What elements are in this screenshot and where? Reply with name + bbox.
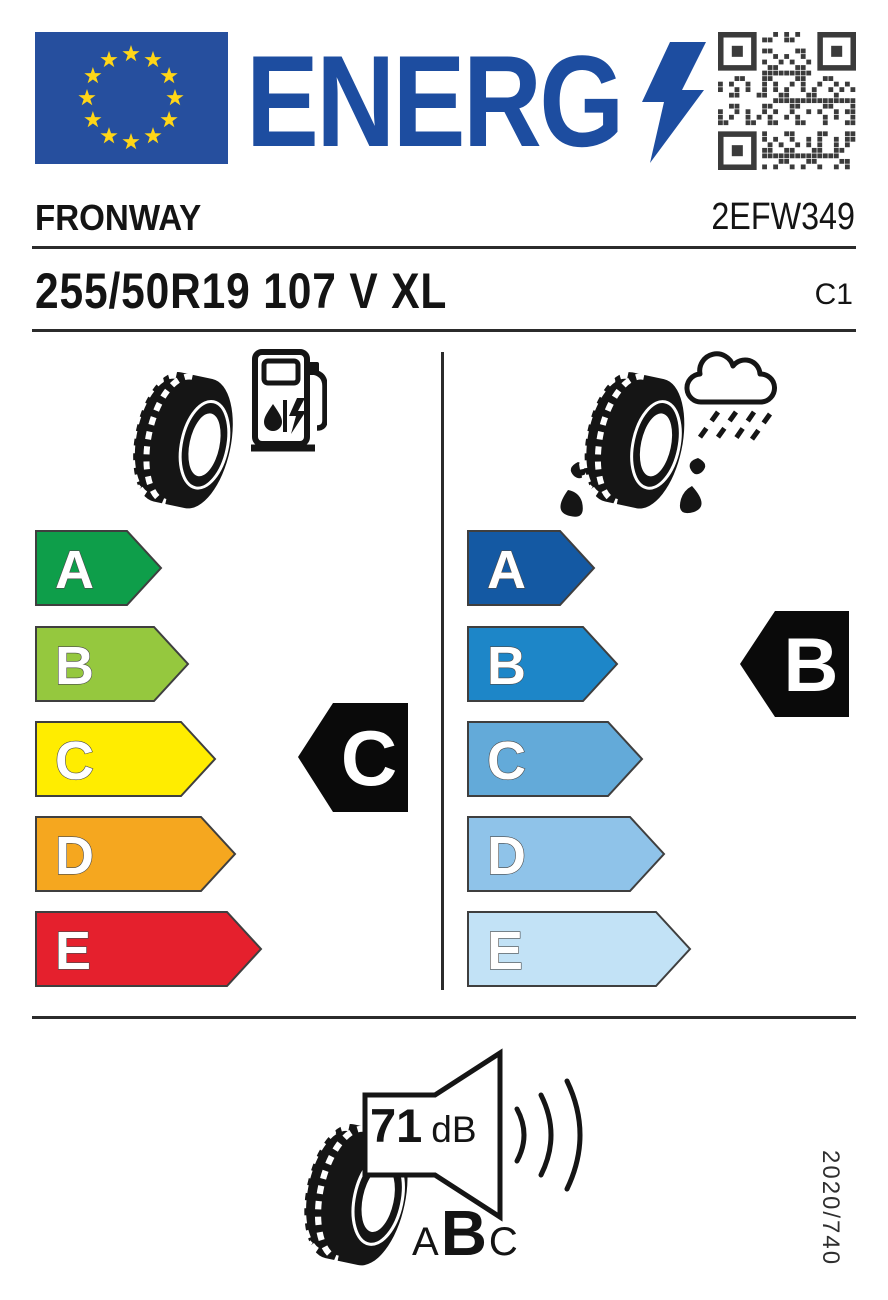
regulation-number: 2020/740: [817, 1150, 844, 1267]
qr-code: [718, 32, 856, 170]
tire-icon: [569, 365, 695, 515]
svg-text:B: B: [55, 636, 94, 696]
noise-class-c: C: [488, 1220, 518, 1264]
divider-size: [32, 329, 856, 332]
energ-logo-text: ENERG: [246, 28, 622, 174]
rain-cloud-icon: [687, 354, 775, 402]
tyre-size: 255/50R19 107 V XL: [35, 263, 448, 319]
noise-class-letters: [412, 1198, 518, 1268]
svg-text:A: A: [487, 540, 526, 600]
eu-flag-icon: [35, 32, 228, 164]
model-code: 2EFW349: [711, 196, 855, 238]
svg-text:C: C: [55, 731, 94, 791]
svg-text:C: C: [487, 731, 526, 791]
wet-scale-band-b: [467, 626, 619, 702]
svg-text:C: C: [340, 714, 398, 802]
svg-text:D: D: [55, 826, 94, 886]
noise-class-b-rated: B: [440, 1197, 487, 1269]
fuel-rating-indicator: [297, 700, 410, 820]
wet-scale-band-c: [467, 721, 644, 797]
wet-rating-indicator: [739, 608, 851, 725]
divider-noise: [32, 1016, 856, 1019]
noise-value: 71: [370, 1099, 423, 1152]
wet-grip-icon: [540, 340, 790, 550]
svg-text:A: A: [55, 540, 94, 600]
svg-text:E: E: [55, 921, 92, 981]
fuel-scale-band-b: [35, 626, 190, 702]
rain-drops-icon: [698, 412, 770, 444]
fuel-scale-band-e: [35, 911, 263, 987]
fuel-scale-band-d: [35, 816, 237, 892]
svg-text:B: B: [783, 623, 839, 708]
fuel-scale-band-c: [35, 721, 217, 797]
noise-level: [370, 1099, 477, 1152]
noise-class-a: A: [412, 1220, 439, 1264]
wet-scale-band-e: [467, 911, 692, 987]
tire-icon: [126, 368, 238, 513]
divider-brand: [32, 246, 856, 249]
lightning-bolt-icon: [640, 40, 708, 165]
tyre-class: C1: [814, 278, 853, 311]
sound-waves-icon: [517, 1081, 580, 1189]
noise-unit: dB: [431, 1109, 477, 1150]
wet-scale-band-a: [467, 530, 596, 606]
brand-name: FRONWAY: [35, 197, 202, 238]
svg-text:B: B: [487, 636, 526, 696]
column-divider: [441, 352, 444, 990]
wet-scale-band-d: [467, 816, 666, 892]
svg-text:D: D: [487, 826, 526, 886]
fuel-scale-band-a: [35, 530, 163, 606]
svg-text:E: E: [487, 921, 524, 981]
fuel-pump-icon: [247, 348, 327, 454]
